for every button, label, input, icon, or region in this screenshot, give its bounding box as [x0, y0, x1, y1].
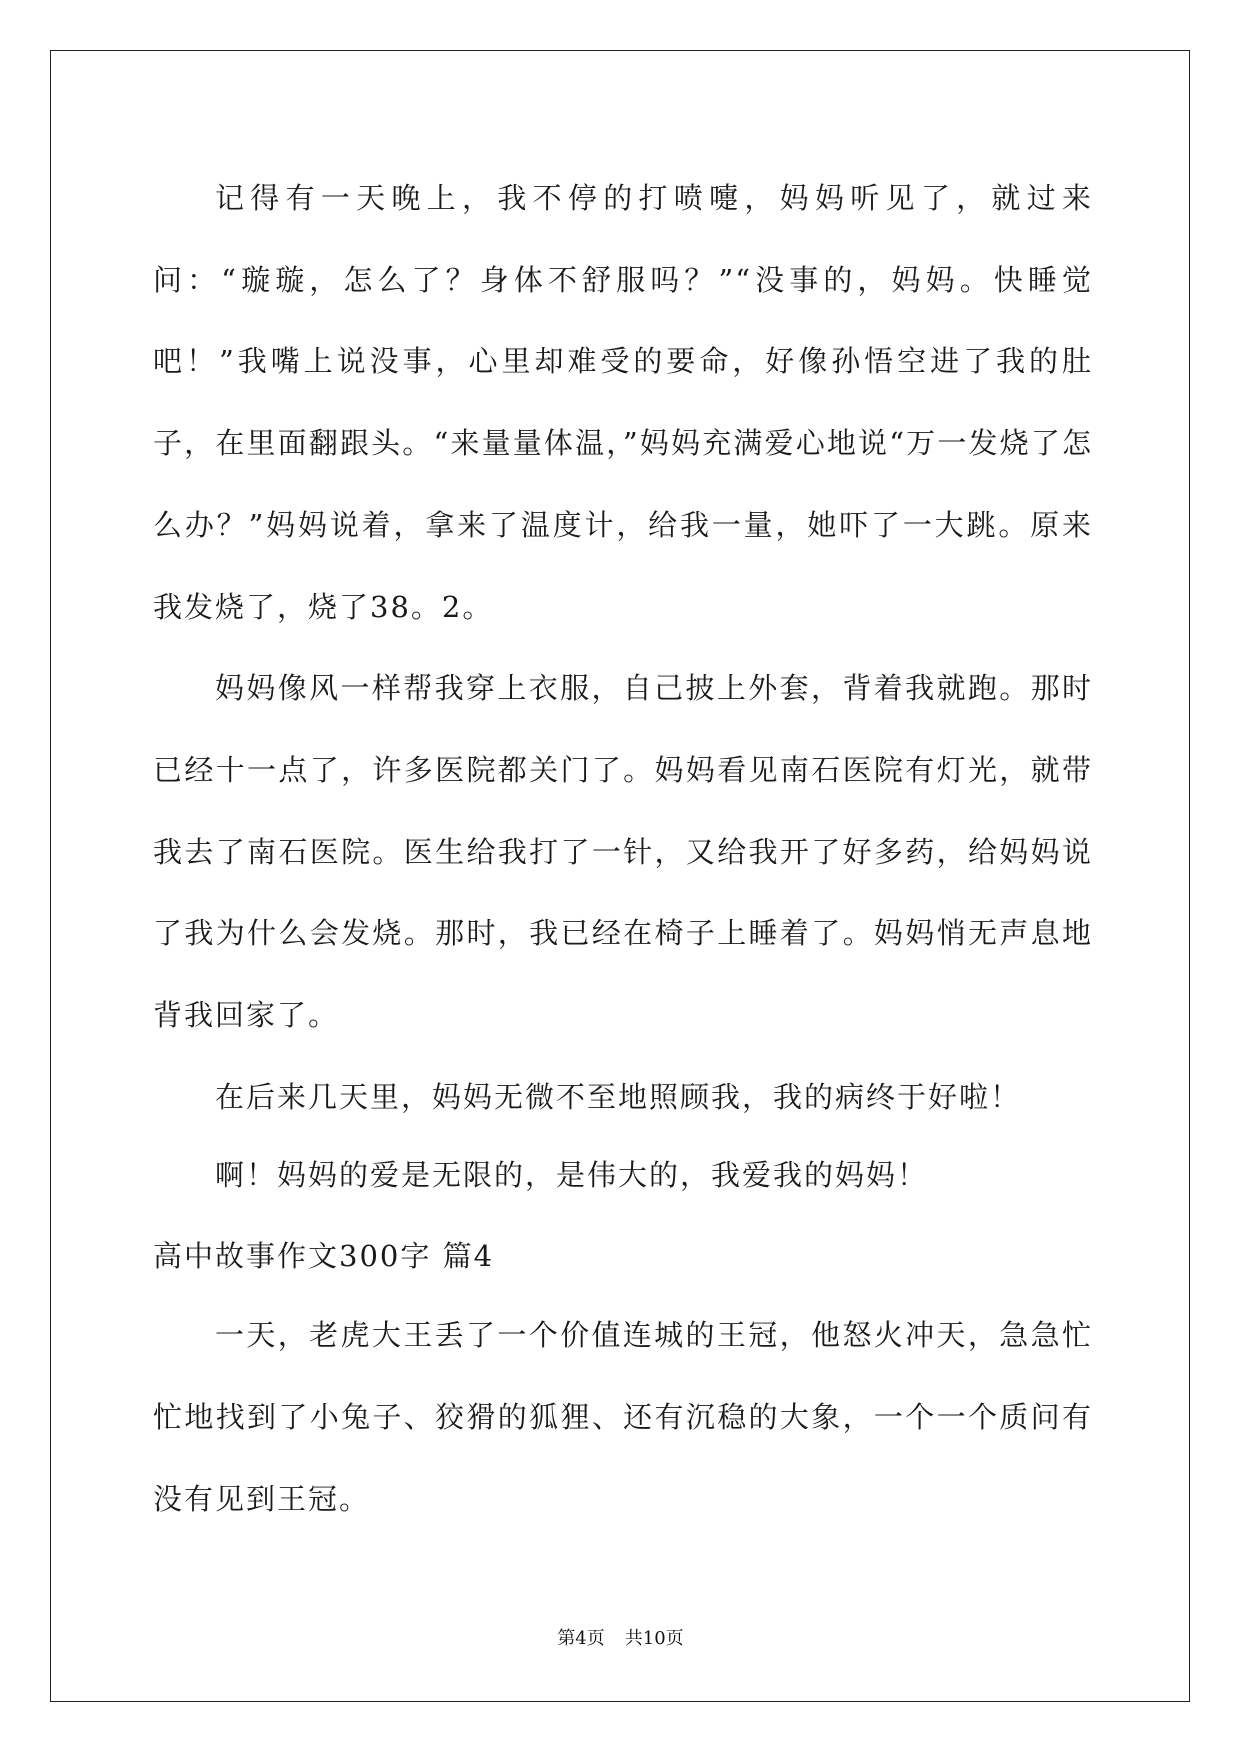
document-body: [153, 158, 1093, 1540]
paragraph-4: 啊！妈妈的爱是无限的，是伟大的，我爱我的妈妈！: [215, 1158, 929, 1193]
paragraph-1: 记得有一天晚上，我不停的打喷嚏，妈妈听见了，就过来问：“璇璇，怎么了？身体不舒服吗？”“没事的，妈妈。快睡觉吧！”我嘴上说没事，心里却难受的要命，好像孙悟空进了我的肚子，在里面翻跟头。“来量量体温，”妈妈充满爱心地说“万一发烧了怎么办？”妈妈说着，拿来了温度计，给我一量，她吓了一大跳。原来我发烧了，烧了38。2。: [153, 181, 1093, 624]
page-total: 共10页: [624, 1628, 684, 1649]
page-footer: [0, 1624, 1241, 1650]
paragraph-3: 在后来几天里，妈妈无微不至地照顾我，我的病终于好啦！: [215, 1079, 1022, 1114]
section-heading: 高中故事作文300字 篇4: [153, 1239, 495, 1274]
section-paragraph-1: 一天，老虎大王丢了一个价值连城的王冠，他怒火冲天，急急忙忙地找到了小兔子、狡猾的狐狸、还有沉稳的大象，一个一个质问有没有见到王冠。: [153, 1318, 1093, 1516]
paragraph-2: 妈妈像风一样帮我穿上衣服，自己披上外套，背着我就跑。那时已经十一点了，许多医院都关门了。妈妈看见南石医院有灯光，就带我去了南石医院。医生给我打了一针，又给我开了好多药，给妈妈说了我为什么会发烧。那时，我已经在椅子上睡着了。妈妈悄无声息地背我回家了。: [153, 671, 1093, 1033]
page-number: 第4页: [557, 1628, 605, 1649]
